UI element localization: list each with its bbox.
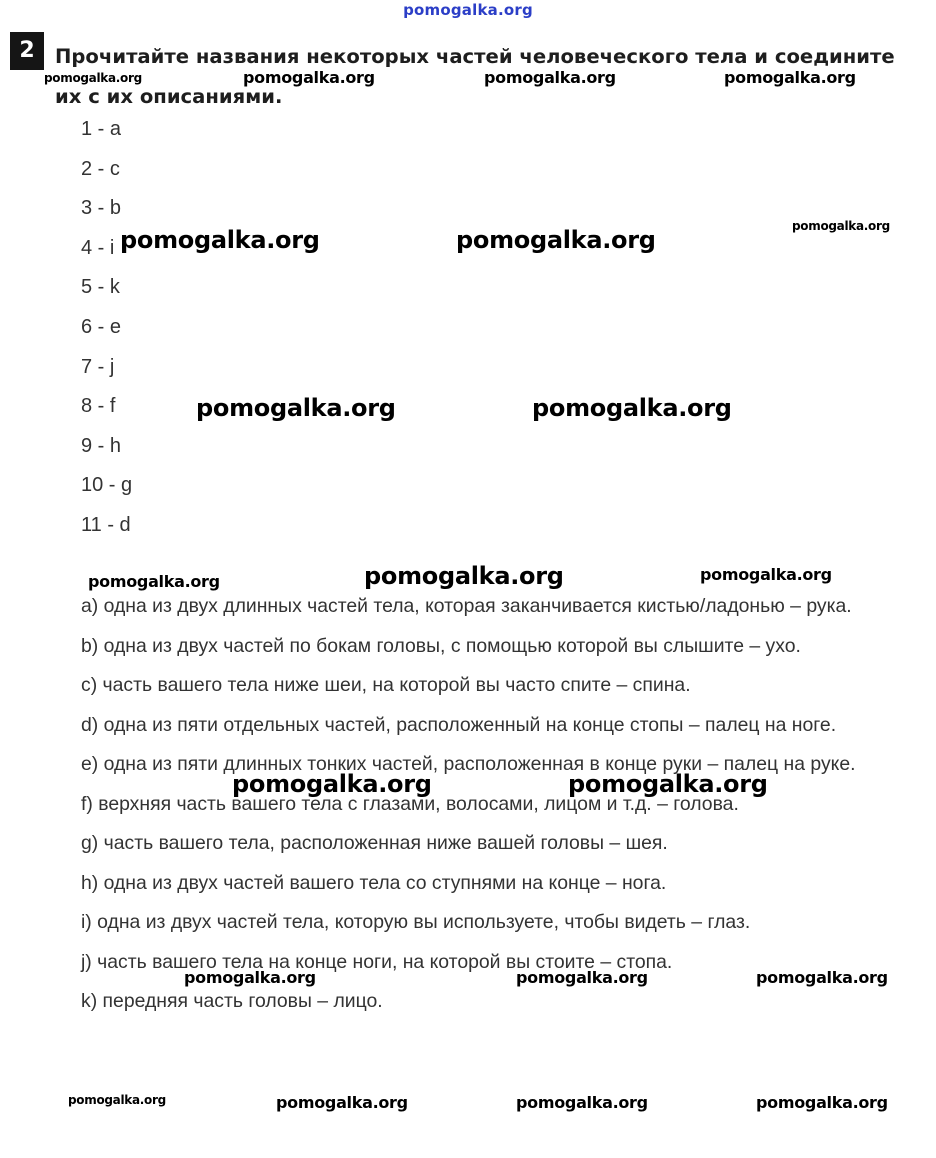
- watermark: pomogalka.org: [456, 226, 656, 254]
- site-watermark-top: pomogalka.org: [403, 1, 533, 19]
- answer-item: 10 - g: [81, 474, 133, 497]
- description-item: i) одна из двух частей тела, которую вы используете, чтобы видеть – глаз.: [81, 911, 751, 933]
- watermark: pomogalka.org: [516, 968, 648, 987]
- task-title: Прочитайте названия некоторых частей человеческого тела и соедините их с их описаниями.: [55, 45, 895, 108]
- watermark: pomogalka.org: [232, 770, 432, 798]
- description-item: f) верхняя часть вашего тела с глазами, волосами, лицом и т.д. – голова.: [81, 792, 739, 815]
- watermark: pomogalka.org: [484, 68, 616, 87]
- description-item: e) одна из пяти длинных тонких частей, расположенная в конце руки – палец на руке.: [81, 753, 856, 775]
- watermark: pomogalka.org: [700, 565, 832, 584]
- watermark: pomogalka.org: [68, 1093, 166, 1107]
- watermark: pomogalka.org: [364, 562, 564, 590]
- description-item: k) передняя часть головы – лицо.: [81, 990, 383, 1012]
- answer-item: 7 - j: [81, 355, 115, 378]
- answer-item: 6 - e: [81, 315, 122, 338]
- watermark: pomogalka.org: [276, 1093, 408, 1112]
- answer-item: 2 - c: [81, 157, 120, 180]
- watermark: pomogalka.org: [568, 770, 768, 798]
- description-item: c) часть вашего тела ниже шеи, на которой вы часто спите – спина.: [81, 674, 691, 696]
- watermark: pomogalka.org: [120, 226, 320, 254]
- answer-item: 3 - b: [81, 197, 122, 220]
- answer-item: 1 - a: [81, 118, 122, 140]
- answer-item: 8 - f: [81, 395, 116, 418]
- watermark: pomogalka.org: [792, 219, 890, 233]
- answer-item: 11 - d: [81, 513, 131, 536]
- description-item: b) одна из двух частей по бокам головы, с помощью которой вы слышите – ухо.: [81, 634, 801, 657]
- watermark: pomogalka.org: [724, 68, 856, 87]
- watermark: pomogalka.org: [184, 968, 316, 987]
- watermark: pomogalka.org: [44, 71, 142, 85]
- watermark: pomogalka.org: [196, 394, 396, 422]
- description-item: j) часть вашего тела на конце ноги, на которой вы стоите – стопа.: [81, 950, 673, 973]
- answer-item: 9 - h: [81, 434, 122, 457]
- description-item: d) одна из пяти отдельных частей, расположенный на конце стопы – палец на ноге.: [81, 713, 837, 736]
- watermark: pomogalka.org: [243, 68, 375, 87]
- answer-item: 4 - i: [81, 236, 115, 259]
- watermark: pomogalka.org: [532, 394, 732, 422]
- watermark: pomogalka.org: [756, 968, 888, 987]
- watermark: pomogalka.org: [756, 1093, 888, 1112]
- watermark: pomogalka.org: [516, 1093, 648, 1112]
- description-item: h) одна из двух частей вашего тела со ступнями на конце – нога.: [81, 871, 667, 894]
- watermark: pomogalka.org: [88, 572, 220, 591]
- task-number-badge: 2: [10, 32, 44, 70]
- description-item: a) одна из двух длинных частей тела, которая заканчивается кистью/ладонью – рука.: [81, 595, 852, 617]
- answer-item: 5 - k: [81, 276, 120, 299]
- description-item: g) часть вашего тела, расположенная ниже вашей головы – шея.: [81, 832, 668, 854]
- description-list: [81, 587, 926, 1022]
- answer-list: [81, 110, 132, 546]
